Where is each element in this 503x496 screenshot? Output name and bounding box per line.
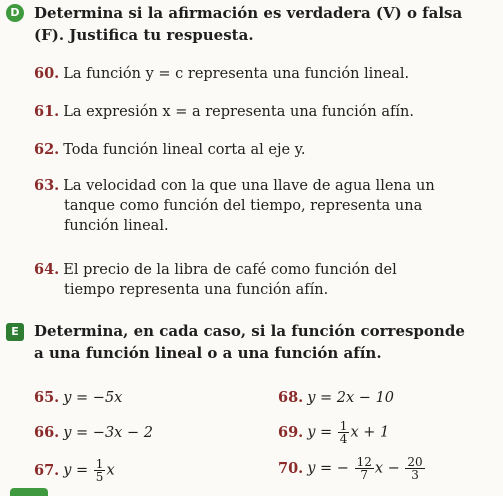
exercise-text: El precio de la libra de café como función del [63, 262, 397, 278]
section-instruction [34, 320, 499, 364]
exercise-65 [34, 388, 122, 408]
equation: y = −3x − 2 [63, 425, 153, 441]
section-instruction [34, 2, 499, 46]
fraction [338, 420, 350, 445]
exercise-line [34, 176, 496, 196]
exercise-number: 64. [34, 261, 60, 278]
exercise-70 [278, 456, 426, 481]
exercise-67 [34, 458, 115, 483]
equation-left: y = [63, 462, 89, 479]
exercise-text: Toda función lineal corta al eje y. [63, 142, 306, 158]
section-badge-e: E [6, 323, 24, 341]
exercise-64 [34, 260, 496, 300]
fraction-denominator: 4 [339, 432, 348, 446]
fraction-denominator: 5 [95, 470, 104, 484]
exercise-number: 62. [34, 141, 60, 158]
fraction-denominator: 3 [411, 468, 419, 482]
exercise-number: 69. [278, 423, 304, 441]
exercise-number: 66. [34, 424, 60, 441]
exercise-61 [34, 102, 414, 122]
equation-right: x [106, 462, 115, 479]
exercise-text: La velocidad con la que una llave de agua llena un [63, 178, 435, 194]
exercise-number: 70. [278, 459, 304, 477]
exercise-number: 68. [278, 389, 304, 406]
fraction-numerator: 1 [339, 419, 348, 433]
instruction-line-1: Determina si la afirmación es verdadera (V) o falsa [34, 4, 463, 22]
exercise-number: 63. [34, 177, 60, 194]
section-badge-d: D [6, 4, 24, 22]
exercise-66 [34, 423, 153, 443]
exercise-line: tanque como función del tiempo, representa una [64, 198, 423, 214]
exercise-63 [34, 176, 496, 236]
exercise-number: 65. [34, 389, 60, 406]
exercise-line: tiempo representa una función afín. [64, 282, 329, 298]
exercise-62 [34, 140, 306, 160]
fraction [355, 456, 374, 481]
exercise-69 [278, 420, 389, 445]
exercise-number: 60. [34, 65, 60, 82]
fraction-numerator: 1 [95, 457, 104, 471]
fraction [94, 458, 106, 483]
equation-left: y = − [307, 460, 349, 477]
equation-right: x + 1 [350, 424, 390, 441]
exercise-68 [278, 388, 394, 408]
exercise-line: función lineal. [64, 218, 169, 234]
instruction-line-1: Determina, en cada caso, si la función corresponde [34, 322, 465, 340]
exercise-60 [34, 64, 409, 84]
exercise-number: 67. [34, 461, 60, 479]
exercise-text: La expresión x = a representa una función afín. [63, 104, 414, 120]
exercise-line [34, 260, 496, 280]
fraction-numerator: 12 [356, 455, 372, 469]
equation-middle: x − [374, 460, 400, 477]
fraction-numerator: 20 [407, 455, 423, 469]
instruction-line-2: a una función lineal o a una función afín. [34, 344, 382, 362]
equation: y = 2x − 10 [307, 390, 395, 406]
equation: y = −5x [63, 390, 123, 406]
instruction-line-2: (F). Justifica tu respuesta. [34, 26, 254, 44]
next-section-badge-edge [10, 488, 48, 496]
exercise-number: 61. [34, 103, 60, 120]
equation-left: y = [307, 424, 333, 441]
fraction-denominator: 7 [360, 468, 369, 482]
fraction [405, 456, 424, 481]
exercise-text: La función y = c representa una función lineal. [63, 66, 410, 82]
